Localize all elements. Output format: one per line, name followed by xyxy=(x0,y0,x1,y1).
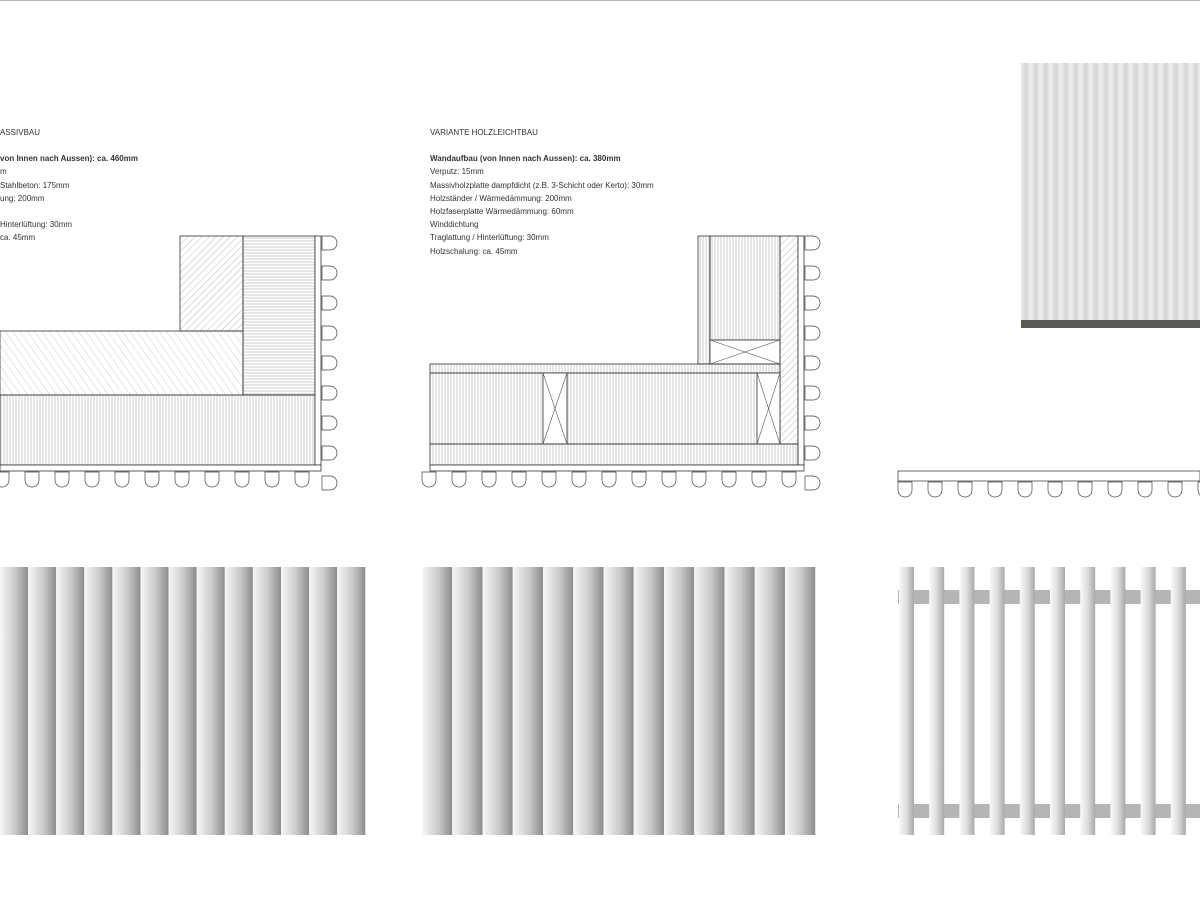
holz-section-drawing xyxy=(430,236,804,471)
cladding-profile xyxy=(322,386,337,400)
cladding-profile xyxy=(805,446,820,460)
cladding-profile xyxy=(805,386,820,400)
cladding-profile xyxy=(542,472,556,487)
cladding-profile xyxy=(452,472,466,487)
cladding-profile xyxy=(55,472,69,487)
slat xyxy=(28,567,56,835)
slat xyxy=(112,567,140,835)
cladding-profile xyxy=(25,472,39,487)
cladding-profile xyxy=(782,472,796,487)
slat xyxy=(634,567,664,835)
cladding-profile xyxy=(0,472,9,487)
cladding-profile xyxy=(205,472,219,487)
facade-rib xyxy=(1071,63,1081,320)
facade-rib xyxy=(1051,63,1061,320)
cladding-profile xyxy=(1168,482,1182,497)
cladding-profile xyxy=(1018,482,1032,497)
holz-layer: Holzständer / Wärmedämmung: 200mm xyxy=(430,193,572,203)
holz-layer: Holzschalung: ca. 45mm xyxy=(430,246,518,256)
facade-rib xyxy=(1111,63,1121,320)
cladding-profile xyxy=(752,472,766,487)
facade-rib xyxy=(1081,63,1091,320)
cladding-profile xyxy=(722,472,736,487)
slat xyxy=(84,567,112,835)
cladding-profile xyxy=(322,476,337,490)
slat xyxy=(1050,567,1065,835)
slat xyxy=(225,567,253,835)
holz-text-block xyxy=(430,126,654,258)
slat xyxy=(724,567,754,835)
massiv-heading: von Innen nach Aussen): ca. 460mm xyxy=(0,154,138,164)
slat xyxy=(197,567,225,835)
massiv-text-block xyxy=(0,126,138,245)
cladding-profile xyxy=(662,472,676,487)
holz-elevation-panel xyxy=(422,567,815,835)
cladding-profile xyxy=(632,472,646,487)
cladding-profile xyxy=(1078,482,1092,497)
slat xyxy=(309,567,337,835)
cladding-profile xyxy=(805,356,820,370)
holz-heading: Wandaufbau (von Innen nach Aussen): ca. 380mm xyxy=(430,154,621,164)
facade-rib xyxy=(1121,63,1131,320)
cladding-profile xyxy=(805,416,820,430)
cladding-profile xyxy=(805,296,820,310)
cladding-profile xyxy=(322,326,337,340)
cladding-profile xyxy=(602,472,616,487)
slat xyxy=(664,567,694,835)
massiv-cladding-vertical xyxy=(322,236,337,490)
holz-layer: Verputz: 15mm xyxy=(430,167,484,177)
cladding-profile xyxy=(322,266,337,280)
facade-rib xyxy=(1031,63,1041,320)
right-cladding-horizontal xyxy=(898,482,1200,497)
massiv-section-drawing xyxy=(0,236,321,471)
holz-layer: Traglattung / Hinterlüftung: 30mm xyxy=(430,233,549,243)
slat xyxy=(603,567,633,835)
facade-rib xyxy=(1141,63,1151,320)
cladding-profile xyxy=(322,296,337,310)
cladding-profile xyxy=(1138,482,1152,497)
slat xyxy=(169,567,197,835)
slat xyxy=(694,567,724,835)
slat xyxy=(422,567,452,835)
slat xyxy=(899,567,914,835)
massiv-layer: m xyxy=(0,167,7,177)
slat xyxy=(452,567,482,835)
cladding-profile xyxy=(175,472,189,487)
cladding-profile xyxy=(1048,482,1062,497)
facade-rib xyxy=(1161,63,1171,320)
slat xyxy=(1171,567,1186,835)
slat xyxy=(1080,567,1095,835)
massiv-layer: Stahlbeton: 175mm xyxy=(0,180,70,190)
cladding-profile xyxy=(115,472,129,487)
cladding-profile xyxy=(295,472,309,487)
cladding-profile xyxy=(805,266,820,280)
cladding-profile xyxy=(572,472,586,487)
facade-rib xyxy=(1021,63,1031,320)
facade-rib xyxy=(1101,63,1111,320)
cladding-profile xyxy=(898,482,912,497)
slat xyxy=(56,567,84,835)
facade-rib xyxy=(1131,63,1141,320)
cladding-profile xyxy=(805,476,820,490)
right-section-drawing xyxy=(898,471,1200,481)
facade-render-image xyxy=(1021,63,1200,328)
slat xyxy=(1020,567,1035,835)
holz-layer: Holzfaserplatte Wärmedämmung: 60mm xyxy=(430,207,574,217)
slat xyxy=(0,567,28,835)
cladding-profile xyxy=(322,416,337,430)
holz-layer: Winddichtung xyxy=(430,220,479,230)
slat xyxy=(990,567,1005,835)
slat xyxy=(573,567,603,835)
holz-layer: Massivholzplatte dampfdicht (z.B. 3-Schicht oder Kerto): 30mm xyxy=(430,180,654,190)
cladding-profile xyxy=(512,472,526,487)
cladding-profile xyxy=(322,446,337,460)
cladding-profile xyxy=(235,472,249,487)
slat xyxy=(929,567,944,835)
cladding-profile xyxy=(805,326,820,340)
cladding-profile xyxy=(265,472,279,487)
slat xyxy=(543,567,573,835)
cladding-profile xyxy=(85,472,99,487)
facade-rib xyxy=(1171,63,1181,320)
cladding-profile xyxy=(805,236,820,250)
slat xyxy=(1141,567,1156,835)
massiv-title: ASSIVBAU xyxy=(0,128,41,137)
massiv-layer: ung: 200mm xyxy=(0,193,45,203)
facade-rib xyxy=(1061,63,1071,320)
slat xyxy=(482,567,512,835)
facade-rib xyxy=(1191,63,1200,320)
facade-rib xyxy=(1151,63,1161,320)
facade-rib xyxy=(1181,63,1191,320)
slat xyxy=(337,567,365,835)
massiv-elevation-panel xyxy=(0,567,365,835)
slat xyxy=(253,567,281,835)
slat xyxy=(959,567,974,835)
slat xyxy=(755,567,785,835)
slat xyxy=(281,567,309,835)
massiv-layer: ca. 45mm xyxy=(0,233,36,243)
massiv-text-clip xyxy=(0,126,340,266)
cladding-profile xyxy=(988,482,1002,497)
slat xyxy=(513,567,543,835)
slat xyxy=(785,567,815,835)
cladding-profile xyxy=(482,472,496,487)
massiv-cladding-horizontal xyxy=(0,472,309,487)
cladding-profile xyxy=(928,482,942,497)
cladding-profile xyxy=(145,472,159,487)
slat xyxy=(140,567,168,835)
massiv-layer xyxy=(0,205,138,218)
facade-rib xyxy=(1041,63,1051,320)
cladding-profile xyxy=(1108,482,1122,497)
facade-rib xyxy=(1091,63,1101,320)
cladding-profile xyxy=(958,482,972,497)
cladding-profile xyxy=(322,356,337,370)
slat xyxy=(1110,567,1125,835)
slat-elevation-panel xyxy=(898,567,1200,835)
holz-cladding-vertical xyxy=(805,236,820,490)
cladding-profile xyxy=(692,472,706,487)
holz-cladding-horizontal xyxy=(422,472,796,487)
cladding-profile xyxy=(422,472,436,487)
holz-title: VARIANTE HOLZLEICHTBAU xyxy=(430,128,538,137)
massiv-layer: Hinterlüftung: 30mm xyxy=(0,220,73,230)
